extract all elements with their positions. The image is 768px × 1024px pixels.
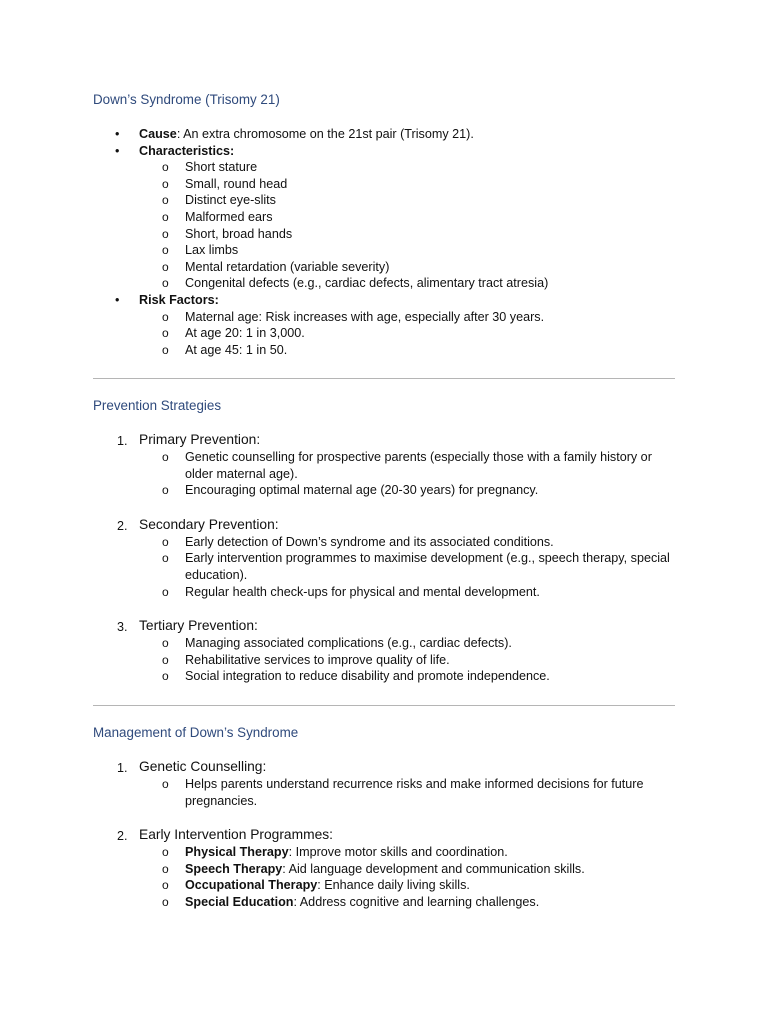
bullet-icon: • (115, 143, 120, 158)
circle-bullet-icon: o (162, 483, 169, 498)
circle-bullet-icon: o (162, 176, 169, 191)
list-item: o Short stature (162, 160, 258, 175)
cause-label: Cause (139, 127, 177, 141)
list-item-risk-factors: • Risk Factors: o Maternal age: Risk increases with age, especially after 30 years. o At age 20: 1 in 3,000. o At age 45: 1 in 50. (93, 292, 675, 358)
circle-bullet-icon: o (162, 534, 169, 549)
item-heading: Genetic Counselling (139, 759, 263, 774)
prevention-item: 2. Secondary Prevention: o Early detection of Down’s syndrome and its associated conditions. o Early intervention programmes to maximise development (e.g., speech therapy, special education). o Regular health check-ups for physical and mental development. (93, 516, 675, 600)
list-item: o Malformed ears (162, 209, 273, 224)
circle-bullet-icon: o (162, 652, 169, 667)
list-item: o Lax limbs (162, 243, 239, 258)
item-heading: Primary Prevention (139, 432, 257, 447)
circle-bullet-icon: o (162, 243, 169, 258)
management-item: 2. Early Intervention Programmes: o Physical Therapy: Improve motor skills and coordination. o Speech Therapy: Aid language development and communication skills. o Occupational Therapy: Enhance daily living skills. o Special Education: Address cognitive and learning challenges. (93, 826, 675, 910)
management-item: 1. Genetic Counselling: o Helps parents understand recurrence risks and make informed decisions for future pregnancies. (93, 758, 675, 809)
section-management (93, 724, 675, 911)
cause-text: : An extra chromosome on the 21st pair (Trisomy 21). (176, 127, 474, 141)
management-list (93, 758, 675, 911)
circle-bullet-icon: o (162, 894, 169, 909)
summary-list (93, 126, 675, 358)
bullet-icon: • (115, 127, 120, 141)
item-heading: Secondary Prevention (139, 516, 275, 532)
circle-bullet-icon: o (162, 669, 169, 684)
circle-bullet-icon: o (162, 878, 169, 893)
circle-bullet-icon: o (162, 450, 169, 464)
risk-factors-list (93, 309, 675, 359)
list-item: o Mental retardation (variable severity) (162, 259, 390, 274)
prevention-item: 1. Primary Prevention: o Genetic counselling for prospective parents (especially those with a family history or older maternal age). o Encouraging optimal maternal age (20-30 years) for pregnancy. (93, 431, 675, 499)
item-heading: Tertiary Prevention (139, 618, 255, 634)
list-item: o Occupational Therapy: Enhance daily living skills. (162, 878, 470, 893)
section-divider (93, 705, 675, 706)
characteristics-list (93, 159, 675, 292)
list-item: o Managing associated complications (e.g., cardiac defects). (162, 636, 512, 651)
list-item: o At age 45: 1 in 50. (162, 342, 288, 357)
circle-bullet-icon: o (162, 342, 169, 357)
section-title: Down’s Syndrome (Trisomy 21) (93, 92, 280, 107)
list-item: o Short, broad hands (162, 226, 293, 241)
list-item: o Genetic counselling for prospective parents (especially those with a family history or older maternal age). (162, 450, 652, 481)
list-item: o At age 20: 1 in 3,000. (162, 326, 305, 341)
list-item: o Regular health check-ups for physical and mental development. (162, 584, 540, 599)
circle-bullet-icon: o (162, 309, 169, 324)
circle-bullet-icon: o (162, 326, 169, 341)
circle-bullet-icon: o (162, 276, 169, 291)
circle-bullet-icon: o (162, 584, 169, 599)
circle-bullet-icon: o (162, 845, 169, 860)
list-item: o Physical Therapy: Improve motor skills and coordination. (162, 845, 508, 860)
section-downs-syndrome (93, 91, 675, 358)
list-item-cause (93, 126, 675, 143)
section-title: Prevention Strategies (93, 398, 222, 413)
circle-bullet-icon: o (162, 551, 169, 566)
circle-bullet-icon: o (162, 636, 169, 651)
list-item: o Rehabilitative services to improve quality of life. (162, 652, 450, 667)
characteristics-label: Characteristics (139, 143, 231, 158)
circle-bullet-icon: o (162, 259, 169, 274)
item-heading: Early Intervention Programmes (139, 827, 330, 843)
circle-bullet-icon: o (162, 861, 169, 876)
prevention-list (93, 431, 675, 685)
circle-bullet-icon: o (162, 193, 169, 208)
list-item: o Early detection of Down’s syndrome and its associated conditions. (162, 534, 554, 549)
circle-bullet-icon: o (162, 160, 169, 175)
list-item: o Encouraging optimal maternal age (20-30 years) for pregnancy. (162, 483, 539, 498)
list-item: o Speech Therapy: Aid language development and communication skills. (162, 861, 585, 876)
section-prevention (93, 397, 675, 685)
prevention-item: 3. Tertiary Prevention: o Managing associated complications (e.g., cardiac defects). o Rehabilitative services to improve quality of life. o Social integration to reduce disability and promote independence. (93, 617, 675, 685)
list-item: o Distinct eye-slits (162, 193, 276, 208)
list-item: o Maternal age: Risk increases with age, especially after 30 years. (162, 309, 545, 324)
list-item: o Congenital defects (e.g., cardiac defects, alimentary tract atresia) (162, 276, 549, 291)
list-item-characteristics: • Characteristics: o Short stature o Small, round head o Distinct eye-slits o Malformed ears o Short, broad hands o Lax limbs o Mental retardation (variable severity) o Congenital defects (e.g., cardiac defects, alimentary tract atresia) (93, 143, 675, 292)
section-title: Management of Down’s Syndrome (93, 725, 299, 740)
circle-bullet-icon: o (162, 209, 169, 224)
list-item: o Social integration to reduce disability and promote independence. (162, 669, 550, 684)
list-item: o Special Education: Address cognitive and learning challenges. (162, 894, 540, 909)
list-item: o Small, round head (162, 176, 288, 191)
risk-factors-label: Risk Factors (139, 292, 215, 307)
circle-bullet-icon: o (162, 777, 169, 791)
circle-bullet-icon: o (162, 226, 169, 241)
list-item: o Helps parents understand recurrence risks and make informed decisions for future pregnancies. (162, 777, 644, 808)
bullet-icon: • (115, 292, 120, 307)
section-divider (93, 378, 675, 379)
list-item: o Early intervention programmes to maximise development (e.g., speech therapy, special education). (162, 551, 670, 582)
